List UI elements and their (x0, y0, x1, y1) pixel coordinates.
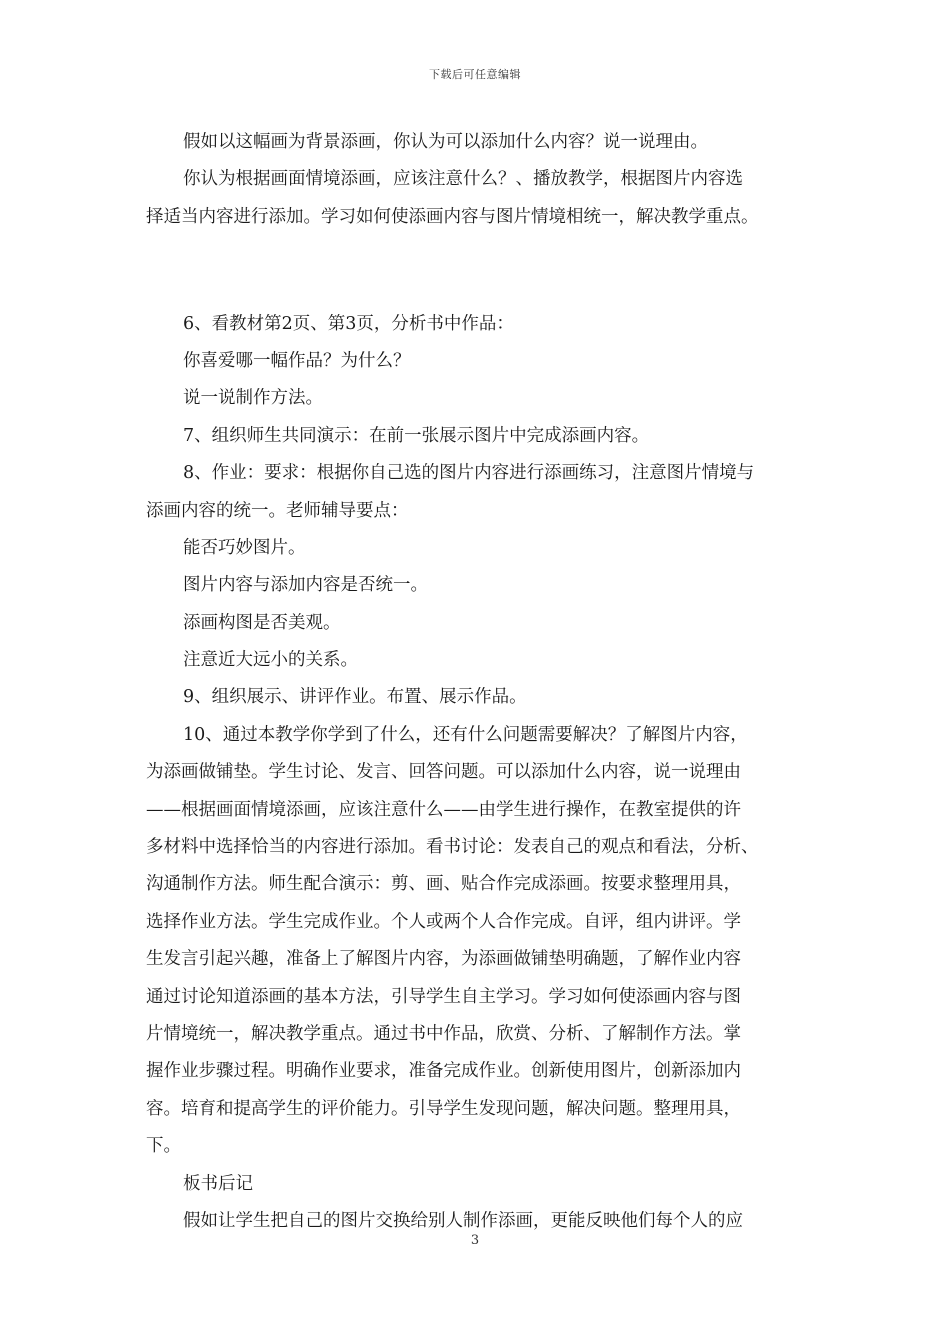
text-line: 8、作业：要求：根据你自己选的图片内容进行添画练习，注意图片情境与 (183, 463, 755, 484)
text-line: 握作业步骤过程。明确作业要求，准备完成作业。创新使用图片，创新添加内 (146, 1061, 741, 1082)
text-line: 假如以这幅画为背景添画，你认为可以添加什么内容？说一说理由。 (183, 132, 708, 152)
page-number: 3 (470, 1233, 480, 1248)
text-line: 通过讨论知道添画的基本方法，引导学生自主学习。学习如何使添画内容与图 (146, 986, 741, 1007)
text-line: 能否巧妙图片。 (183, 537, 306, 558)
text-line: 择适当内容进行添加。学习如何使添画内容与图片情境相统一，解决教学重点。 (146, 206, 759, 227)
text-line: 添画构图是否美观。 (183, 612, 341, 633)
text-line: 板书后记 (183, 1173, 253, 1194)
text-line: 选择作业方法。学生完成作业。个人或两个人合作完成。自评，组内讲评。学 (146, 911, 741, 932)
text-line: 9、组织展示、讲评作业。布置、展示作品。 (183, 687, 527, 708)
text-line: 说一说制作方法。 (183, 388, 323, 409)
text-line: 6、看教材第2页、第3页，分析书中作品： (183, 313, 514, 334)
text-line: 生发言引起兴趣，准备上了解图片内容，为添画做铺垫明确题，了解作业内容 (146, 949, 741, 970)
text-line: 为添画做铺垫。学生讨论、发言、回答问题。可以添加什么内容，说一说理由 (146, 762, 741, 783)
text-line: 你喜爱哪一幅作品？为什么？ (183, 350, 411, 371)
text-line: 添画内容的统一。老师辅导要点： (146, 500, 409, 521)
text-line: 下。 (146, 1136, 181, 1157)
text-line: 图片内容与添加内容是否统一。 (183, 575, 428, 596)
document-body (146, 124, 816, 1240)
text-line: 假如让学生把自己的图片交换给别人制作添画，更能反映他们每个人的应 (183, 1210, 743, 1231)
page-header: 下载后可任意编辑 (429, 68, 521, 81)
text-line: 多材料中选择恰当的内容进行添加。看书讨论：发表自己的观点和看法，分析、 (146, 837, 759, 858)
text-line: 你认为根据画面情境添画，应该注意什么？、播放教学，根据图片内容选 (183, 169, 743, 190)
text-line: 容。培育和提高学生的评价能力。引导学生发现问题，解决问题。整理用具， (146, 1098, 741, 1119)
text-line: ——根据画面情境添画，应该注意什么——由学生进行操作，在教室提供的许 (146, 799, 741, 820)
blank-line (146, 252, 816, 289)
text-line: 7、组织师生共同演示：在前一张展示图片中完成添画内容。 (183, 425, 650, 446)
text-line: 10、通过本教学你学到了什么，还有什么问题需要解决？了解图片内容， (183, 724, 748, 745)
text-line: 注意近大远小的关系。 (183, 650, 358, 671)
text-line: 片情境统一，解决教学重点。通过书中作品，欣赏、分析、了解制作方法。掌 (146, 1023, 741, 1044)
text-line: 沟通制作方法。师生配合演示：剪、画、贴合作完成添画。按要求整理用具， (146, 874, 741, 895)
